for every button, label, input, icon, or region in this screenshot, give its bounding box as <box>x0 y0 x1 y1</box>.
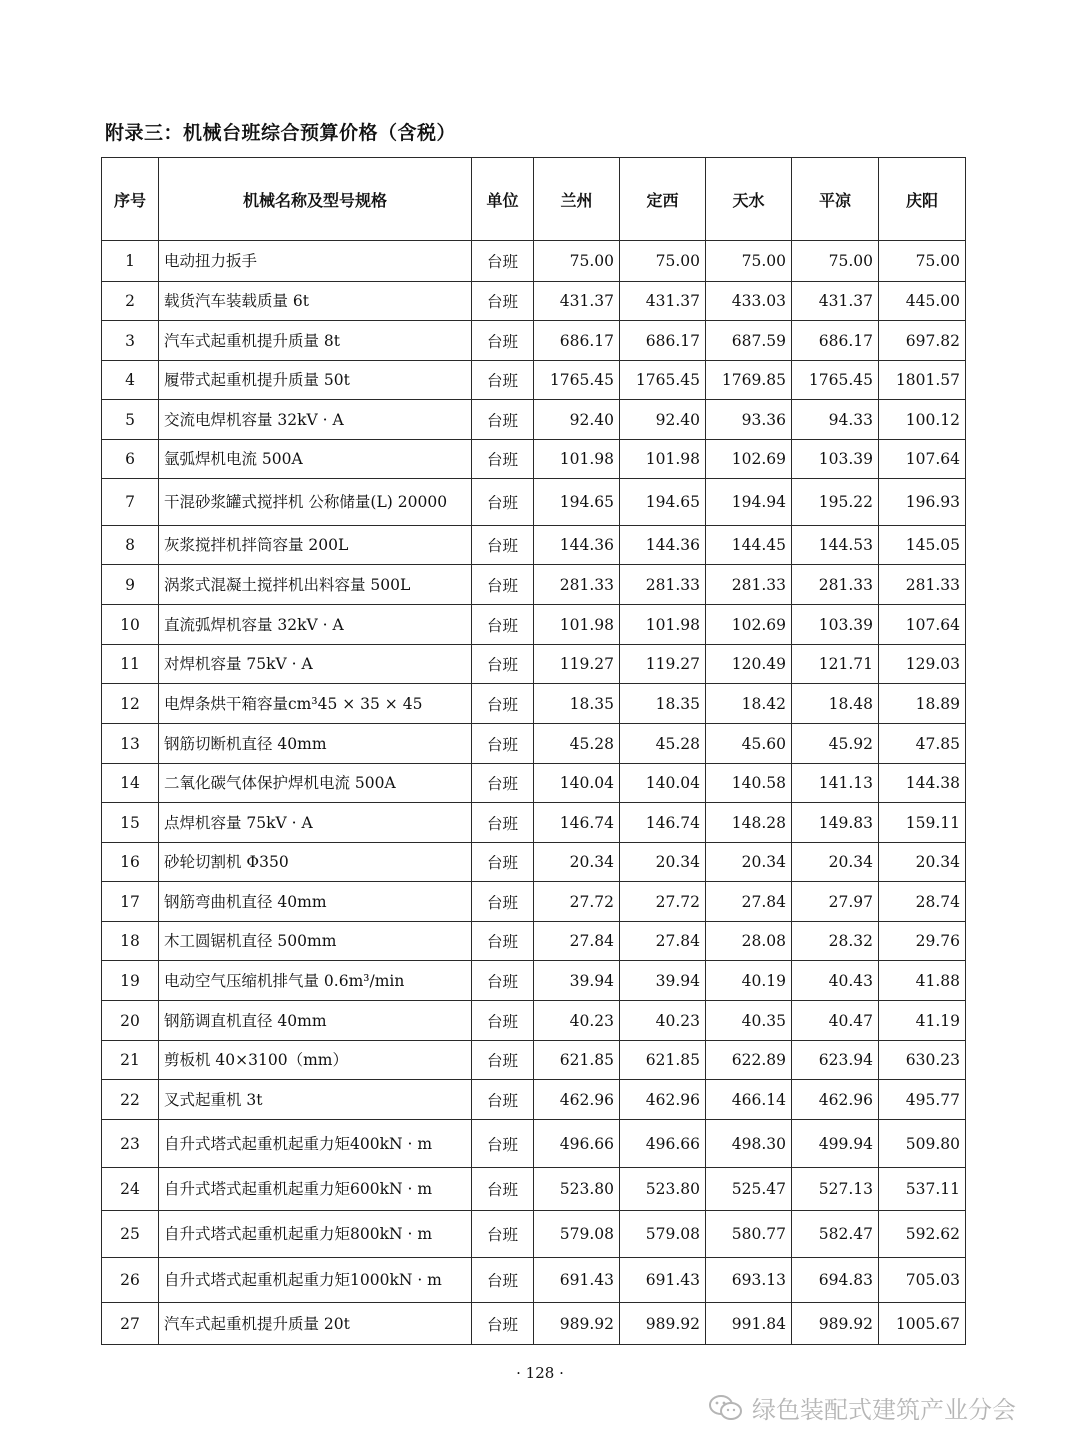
row-price-qingyang: 29.76 <box>879 922 966 961</box>
row-seq: 24 <box>102 1168 159 1211</box>
row-price-qingyang: 75.00 <box>879 241 966 282</box>
row-seq: 19 <box>102 961 159 1001</box>
row-price-pingliang: 103.39 <box>792 605 879 645</box>
row-unit: 台班 <box>472 1120 534 1168</box>
row-price-dingxi: 140.04 <box>620 764 706 803</box>
row-machine-name: 电动空气压缩机排气量 0.6m³/min <box>159 961 472 1001</box>
row-seq: 4 <box>102 361 159 400</box>
row-price-lanzhou: 146.74 <box>534 803 620 843</box>
row-price-lanzhou: 27.72 <box>534 882 620 922</box>
row-price-lanzhou: 75.00 <box>534 241 620 282</box>
row-price-qingyang: 41.19 <box>879 1001 966 1041</box>
row-price-tianshui: 580.77 <box>706 1211 792 1258</box>
row-price-tianshui: 991.84 <box>706 1303 792 1345</box>
row-seq: 15 <box>102 803 159 843</box>
row-price-qingyang: 100.12 <box>879 400 966 440</box>
row-price-qingyang: 18.89 <box>879 684 966 724</box>
row-price-tianshui: 433.03 <box>706 282 792 321</box>
table-row <box>102 1211 966 1258</box>
table-row <box>102 282 966 321</box>
table-row <box>102 684 966 724</box>
row-price-dingxi: 45.28 <box>620 724 706 764</box>
row-price-tianshui: 687.59 <box>706 321 792 361</box>
row-price-lanzhou: 144.36 <box>534 526 620 565</box>
row-seq: 25 <box>102 1211 159 1258</box>
table-row <box>102 1080 966 1120</box>
row-price-dingxi: 39.94 <box>620 961 706 1001</box>
row-unit: 台班 <box>472 440 534 479</box>
row-price-tianshui: 40.19 <box>706 961 792 1001</box>
row-unit: 台班 <box>472 961 534 1001</box>
row-unit: 台班 <box>472 526 534 565</box>
row-machine-name: 涡浆式混凝土搅拌机出料容量 500L <box>159 565 472 605</box>
table-row <box>102 645 966 684</box>
row-price-tianshui: 102.69 <box>706 440 792 479</box>
header-pingliang: 平凉 <box>792 158 879 241</box>
row-price-qingyang: 509.80 <box>879 1120 966 1168</box>
row-unit: 台班 <box>472 803 534 843</box>
row-unit: 台班 <box>472 479 534 526</box>
row-machine-name: 砂轮切割机 Φ350 <box>159 843 472 882</box>
row-unit: 台班 <box>472 645 534 684</box>
row-price-dingxi: 194.65 <box>620 479 706 526</box>
row-seq: 13 <box>102 724 159 764</box>
row-machine-name: 载货汽车装载质量 6t <box>159 282 472 321</box>
row-machine-name: 木工圆锯机直径 500mm <box>159 922 472 961</box>
row-price-lanzhou: 989.92 <box>534 1303 620 1345</box>
row-seq: 26 <box>102 1258 159 1303</box>
row-price-tianshui: 140.58 <box>706 764 792 803</box>
row-machine-name: 汽车式起重机提升质量 20t <box>159 1303 472 1345</box>
row-price-lanzhou: 621.85 <box>534 1041 620 1080</box>
row-price-tianshui: 102.69 <box>706 605 792 645</box>
row-price-tianshui: 75.00 <box>706 241 792 282</box>
row-unit: 台班 <box>472 684 534 724</box>
table-row <box>102 1120 966 1168</box>
row-machine-name: 自升式塔式起重机起重力矩1000kN · m <box>159 1258 472 1303</box>
row-price-pingliang: 28.32 <box>792 922 879 961</box>
row-price-tianshui: 28.08 <box>706 922 792 961</box>
row-price-tianshui: 40.35 <box>706 1001 792 1041</box>
row-price-tianshui: 18.42 <box>706 684 792 724</box>
table-row <box>102 479 966 526</box>
row-price-qingyang: 697.82 <box>879 321 966 361</box>
header-tianshui: 天水 <box>706 158 792 241</box>
row-seq: 3 <box>102 321 159 361</box>
row-price-qingyang: 145.05 <box>879 526 966 565</box>
row-unit: 台班 <box>472 321 534 361</box>
row-unit: 台班 <box>472 724 534 764</box>
row-seq: 22 <box>102 1080 159 1120</box>
row-price-lanzhou: 496.66 <box>534 1120 620 1168</box>
row-machine-name: 直流弧焊机容量 32kV · A <box>159 605 472 645</box>
row-price-qingyang: 20.34 <box>879 843 966 882</box>
row-price-pingliang: 144.53 <box>792 526 879 565</box>
row-price-pingliang: 281.33 <box>792 565 879 605</box>
row-price-dingxi: 40.23 <box>620 1001 706 1041</box>
row-price-pingliang: 989.92 <box>792 1303 879 1345</box>
wechat-icon <box>708 1394 744 1422</box>
row-price-dingxi: 621.85 <box>620 1041 706 1080</box>
row-price-lanzhou: 45.28 <box>534 724 620 764</box>
table-row <box>102 764 966 803</box>
row-price-tianshui: 93.36 <box>706 400 792 440</box>
row-price-pingliang: 462.96 <box>792 1080 879 1120</box>
row-price-lanzhou: 1765.45 <box>534 361 620 400</box>
row-machine-name: 干混砂浆罐式搅拌机 公称储量(L) 20000 <box>159 479 472 526</box>
row-machine-name: 汽车式起重机提升质量 8t <box>159 321 472 361</box>
row-price-lanzhou: 281.33 <box>534 565 620 605</box>
row-price-tianshui: 144.45 <box>706 526 792 565</box>
row-price-dingxi: 691.43 <box>620 1258 706 1303</box>
row-price-lanzhou: 686.17 <box>534 321 620 361</box>
row-price-dingxi: 686.17 <box>620 321 706 361</box>
row-price-lanzhou: 101.98 <box>534 440 620 479</box>
row-unit: 台班 <box>472 843 534 882</box>
row-price-qingyang: 47.85 <box>879 724 966 764</box>
row-unit: 台班 <box>472 922 534 961</box>
row-price-pingliang: 686.17 <box>792 321 879 361</box>
row-price-dingxi: 989.92 <box>620 1303 706 1345</box>
row-machine-name: 交流电焊机容量 32kV · A <box>159 400 472 440</box>
row-price-lanzhou: 579.08 <box>534 1211 620 1258</box>
row-price-qingyang: 144.38 <box>879 764 966 803</box>
row-seq: 5 <box>102 400 159 440</box>
row-seq: 12 <box>102 684 159 724</box>
row-price-dingxi: 92.40 <box>620 400 706 440</box>
row-price-pingliang: 40.43 <box>792 961 879 1001</box>
header-dingxi: 定西 <box>620 158 706 241</box>
row-price-tianshui: 622.89 <box>706 1041 792 1080</box>
table-row <box>102 400 966 440</box>
row-price-pingliang: 499.94 <box>792 1120 879 1168</box>
row-price-lanzhou: 92.40 <box>534 400 620 440</box>
row-price-dingxi: 1765.45 <box>620 361 706 400</box>
table-row <box>102 1041 966 1080</box>
row-seq: 21 <box>102 1041 159 1080</box>
row-price-pingliang: 694.83 <box>792 1258 879 1303</box>
row-price-pingliang: 18.48 <box>792 684 879 724</box>
table-row <box>102 321 966 361</box>
table-row <box>102 526 966 565</box>
row-machine-name: 钢筋弯曲机直径 40mm <box>159 882 472 922</box>
row-price-dingxi: 27.72 <box>620 882 706 922</box>
table-row <box>102 882 966 922</box>
row-price-lanzhou: 523.80 <box>534 1168 620 1211</box>
table-row <box>102 724 966 764</box>
row-price-qingyang: 159.11 <box>879 803 966 843</box>
row-price-lanzhou: 431.37 <box>534 282 620 321</box>
row-price-pingliang: 20.34 <box>792 843 879 882</box>
row-price-lanzhou: 119.27 <box>534 645 620 684</box>
row-price-dingxi: 101.98 <box>620 440 706 479</box>
row-price-tianshui: 45.60 <box>706 724 792 764</box>
row-unit: 台班 <box>472 1303 534 1345</box>
row-price-pingliang: 141.13 <box>792 764 879 803</box>
row-machine-name: 钢筋切断机直径 40mm <box>159 724 472 764</box>
row-machine-name: 二氧化碳气体保护焊机电流 500A <box>159 764 472 803</box>
row-seq: 7 <box>102 479 159 526</box>
table-row <box>102 1303 966 1345</box>
row-price-dingxi: 27.84 <box>620 922 706 961</box>
watermark-text: 绿色装配式建筑产业分会 <box>752 1396 1016 1424</box>
header-unit: 单位 <box>472 158 534 241</box>
row-price-lanzhou: 27.84 <box>534 922 620 961</box>
row-seq: 18 <box>102 922 159 961</box>
row-price-lanzhou: 194.65 <box>534 479 620 526</box>
row-price-pingliang: 75.00 <box>792 241 879 282</box>
row-unit: 台班 <box>472 605 534 645</box>
price-table <box>101 157 966 1345</box>
row-unit: 台班 <box>472 565 534 605</box>
row-unit: 台班 <box>472 400 534 440</box>
row-price-lanzhou: 18.35 <box>534 684 620 724</box>
row-price-pingliang: 149.83 <box>792 803 879 843</box>
row-price-tianshui: 498.30 <box>706 1120 792 1168</box>
table-header-row <box>102 158 966 241</box>
row-price-dingxi: 20.34 <box>620 843 706 882</box>
row-price-tianshui: 693.13 <box>706 1258 792 1303</box>
table-row <box>102 843 966 882</box>
row-price-lanzhou: 462.96 <box>534 1080 620 1120</box>
row-unit: 台班 <box>472 1080 534 1120</box>
table-row <box>102 1168 966 1211</box>
row-price-qingyang: 129.03 <box>879 645 966 684</box>
row-price-tianshui: 148.28 <box>706 803 792 843</box>
row-seq: 14 <box>102 764 159 803</box>
row-price-tianshui: 466.14 <box>706 1080 792 1120</box>
row-price-pingliang: 103.39 <box>792 440 879 479</box>
row-price-dingxi: 462.96 <box>620 1080 706 1120</box>
row-price-qingyang: 630.23 <box>879 1041 966 1080</box>
table-row <box>102 922 966 961</box>
row-price-pingliang: 1765.45 <box>792 361 879 400</box>
row-seq: 23 <box>102 1120 159 1168</box>
row-seq: 6 <box>102 440 159 479</box>
header-seq: 序号 <box>102 158 159 241</box>
row-machine-name: 钢筋调直机直径 40mm <box>159 1001 472 1041</box>
row-machine-name: 自升式塔式起重机起重力矩400kN · m <box>159 1120 472 1168</box>
row-seq: 9 <box>102 565 159 605</box>
row-price-dingxi: 496.66 <box>620 1120 706 1168</box>
row-machine-name: 剪板机 40×3100（mm） <box>159 1041 472 1080</box>
table-row <box>102 803 966 843</box>
row-machine-name: 灰浆搅拌机拌筒容量 200L <box>159 526 472 565</box>
row-price-qingyang: 1005.67 <box>879 1303 966 1345</box>
row-unit: 台班 <box>472 241 534 282</box>
row-price-pingliang: 45.92 <box>792 724 879 764</box>
table-row <box>102 961 966 1001</box>
table-row <box>102 1258 966 1303</box>
row-price-dingxi: 119.27 <box>620 645 706 684</box>
row-price-tianshui: 1769.85 <box>706 361 792 400</box>
row-unit: 台班 <box>472 361 534 400</box>
row-unit: 台班 <box>472 282 534 321</box>
row-price-qingyang: 41.88 <box>879 961 966 1001</box>
row-price-tianshui: 525.47 <box>706 1168 792 1211</box>
row-seq: 20 <box>102 1001 159 1041</box>
table-row <box>102 241 966 282</box>
row-price-tianshui: 27.84 <box>706 882 792 922</box>
table-row <box>102 565 966 605</box>
header-name: 机械名称及型号规格 <box>159 158 472 241</box>
row-seq: 11 <box>102 645 159 684</box>
table-row <box>102 361 966 400</box>
row-seq: 8 <box>102 526 159 565</box>
row-unit: 台班 <box>472 1168 534 1211</box>
row-unit: 台班 <box>472 1211 534 1258</box>
row-seq: 10 <box>102 605 159 645</box>
table-row <box>102 605 966 645</box>
header-lanzhou: 兰州 <box>534 158 620 241</box>
row-seq: 16 <box>102 843 159 882</box>
row-machine-name: 氩弧焊机电流 500A <box>159 440 472 479</box>
row-price-tianshui: 120.49 <box>706 645 792 684</box>
row-unit: 台班 <box>472 1001 534 1041</box>
row-price-dingxi: 579.08 <box>620 1211 706 1258</box>
row-price-qingyang: 1801.57 <box>879 361 966 400</box>
row-seq: 1 <box>102 241 159 282</box>
row-price-qingyang: 196.93 <box>879 479 966 526</box>
row-unit: 台班 <box>472 1041 534 1080</box>
row-price-pingliang: 121.71 <box>792 645 879 684</box>
watermark <box>708 1390 1016 1425</box>
row-price-tianshui: 281.33 <box>706 565 792 605</box>
table-body <box>102 241 966 1345</box>
row-price-qingyang: 281.33 <box>879 565 966 605</box>
page-title: 附录三：机械台班综合预算价格（含税） <box>105 122 457 144</box>
table-row <box>102 440 966 479</box>
row-price-lanzhou: 40.23 <box>534 1001 620 1041</box>
row-machine-name: 叉式起重机 3t <box>159 1080 472 1120</box>
row-price-lanzhou: 39.94 <box>534 961 620 1001</box>
row-price-qingyang: 28.74 <box>879 882 966 922</box>
row-price-dingxi: 281.33 <box>620 565 706 605</box>
row-unit: 台班 <box>472 882 534 922</box>
row-price-dingxi: 75.00 <box>620 241 706 282</box>
row-price-dingxi: 144.36 <box>620 526 706 565</box>
row-machine-name: 自升式塔式起重机起重力矩600kN · m <box>159 1168 472 1211</box>
row-price-qingyang: 107.64 <box>879 605 966 645</box>
row-price-qingyang: 495.77 <box>879 1080 966 1120</box>
row-price-qingyang: 537.11 <box>879 1168 966 1211</box>
row-unit: 台班 <box>472 1258 534 1303</box>
row-machine-name: 点焊机容量 75kV · A <box>159 803 472 843</box>
row-machine-name: 电焊条烘干箱容量cm³45 × 35 × 45 <box>159 684 472 724</box>
row-price-qingyang: 445.00 <box>879 282 966 321</box>
table-row <box>102 1001 966 1041</box>
row-price-pingliang: 27.97 <box>792 882 879 922</box>
row-price-lanzhou: 691.43 <box>534 1258 620 1303</box>
row-machine-name: 自升式塔式起重机起重力矩800kN · m <box>159 1211 472 1258</box>
row-price-dingxi: 101.98 <box>620 605 706 645</box>
row-price-dingxi: 523.80 <box>620 1168 706 1211</box>
row-machine-name: 履带式起重机提升质量 50t <box>159 361 472 400</box>
row-price-tianshui: 20.34 <box>706 843 792 882</box>
row-seq: 2 <box>102 282 159 321</box>
row-price-pingliang: 527.13 <box>792 1168 879 1211</box>
row-price-dingxi: 146.74 <box>620 803 706 843</box>
row-seq: 27 <box>102 1303 159 1345</box>
page-number: · 128 · <box>516 1364 564 1382</box>
row-price-dingxi: 431.37 <box>620 282 706 321</box>
row-machine-name: 对焊机容量 75kV · A <box>159 645 472 684</box>
row-price-lanzhou: 20.34 <box>534 843 620 882</box>
row-price-lanzhou: 101.98 <box>534 605 620 645</box>
row-price-qingyang: 592.62 <box>879 1211 966 1258</box>
row-price-lanzhou: 140.04 <box>534 764 620 803</box>
row-price-pingliang: 195.22 <box>792 479 879 526</box>
header-qingyang: 庆阳 <box>879 158 966 241</box>
row-price-pingliang: 623.94 <box>792 1041 879 1080</box>
row-price-pingliang: 40.47 <box>792 1001 879 1041</box>
row-machine-name: 电动扭力扳手 <box>159 241 472 282</box>
row-seq: 17 <box>102 882 159 922</box>
row-price-qingyang: 705.03 <box>879 1258 966 1303</box>
row-price-pingliang: 582.47 <box>792 1211 879 1258</box>
row-price-dingxi: 18.35 <box>620 684 706 724</box>
row-price-qingyang: 107.64 <box>879 440 966 479</box>
row-price-pingliang: 431.37 <box>792 282 879 321</box>
row-price-tianshui: 194.94 <box>706 479 792 526</box>
row-price-pingliang: 94.33 <box>792 400 879 440</box>
row-unit: 台班 <box>472 764 534 803</box>
